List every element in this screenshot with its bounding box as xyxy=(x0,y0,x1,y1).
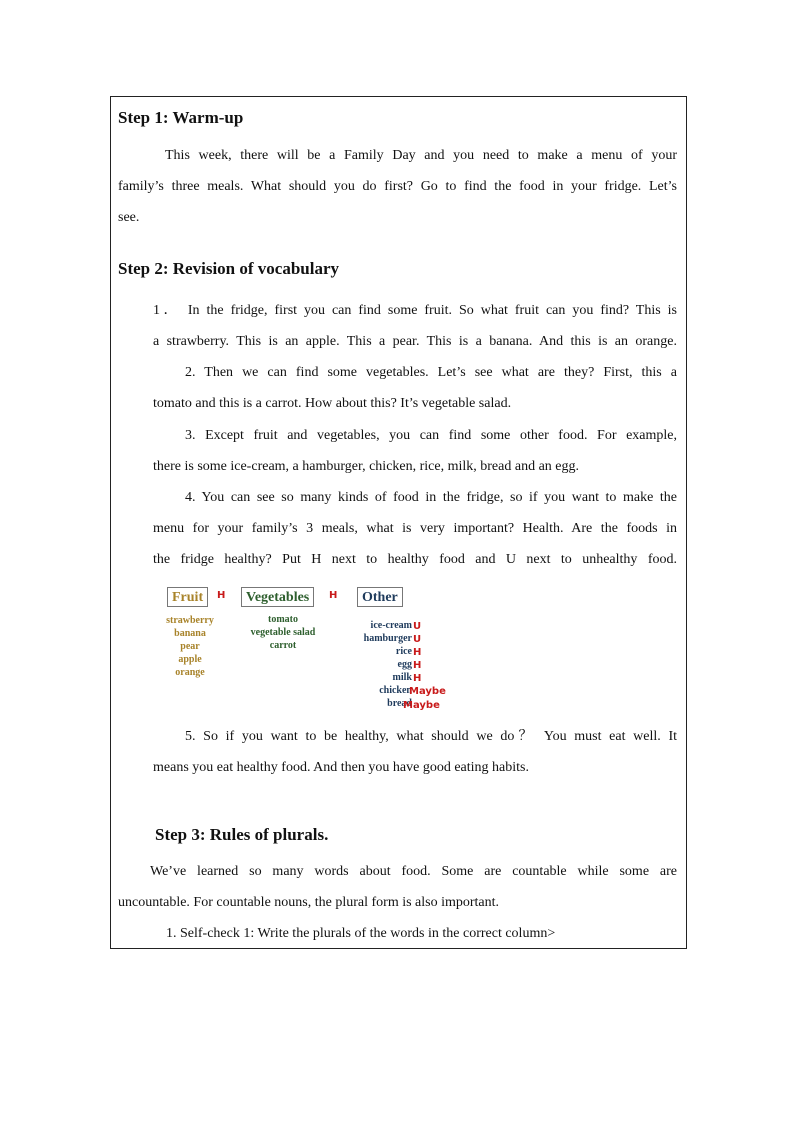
fruit-item: apple xyxy=(178,654,202,665)
step3-line-3: 1. Self-check 1: Write the plurals of the words in the correct column> xyxy=(166,926,556,941)
other-mark: U xyxy=(413,634,422,645)
step2-p5-line-1: 5. So if you want to be healthy, what should we do？ You must eat well. It xyxy=(185,729,677,744)
step2-paragraph-4 xyxy=(153,482,677,575)
fruit-item: strawberry xyxy=(166,615,214,626)
other-mark: Maybe xyxy=(409,686,446,697)
step1-line-3: see. xyxy=(118,210,140,225)
step2-p2-line-1: 2. Then we can find some vegetables. Let’s see what are they? First, this a xyxy=(185,365,677,380)
step1-heading: Step 1: Warm-up xyxy=(118,108,244,127)
fruit-item: pear xyxy=(180,641,200,652)
fruit-list xyxy=(160,614,220,679)
step1-line-2: family’s three meals. What should you do first? Go to find the food in your fridge. Let’s xyxy=(118,179,677,194)
other-marks xyxy=(413,620,421,685)
step1-paragraph xyxy=(118,140,677,233)
step2-p5-line-2: means you eat healthy food. And then you have good eating habits. xyxy=(153,760,529,775)
other-maybe-marks xyxy=(403,685,446,713)
step2-paragraph-1 xyxy=(153,295,677,357)
other-mark: U xyxy=(413,621,422,632)
step3-paragraph xyxy=(118,856,677,949)
vegetables-list xyxy=(238,613,328,652)
step2-paragraph-5 xyxy=(153,721,677,783)
step2-paragraph-2 xyxy=(153,357,677,419)
fruit-item: orange xyxy=(175,667,205,678)
step1-line-1: This week, there will be a Family Day and you need to make a menu of your xyxy=(165,148,677,163)
step2-p1-line-1: 1． In the fridge, first you can find some fruit. So what fruit can you find? This is xyxy=(153,303,677,318)
vegetable-item: vegetable salad xyxy=(250,627,316,638)
other-item: bread xyxy=(387,698,412,709)
other-category-label: Other xyxy=(357,587,403,607)
vegetables-category-label: Vegetables xyxy=(241,587,314,607)
step3-line-2: uncountable. For countable nouns, the plural form is also important. xyxy=(118,895,500,910)
other-item: egg xyxy=(397,659,412,670)
step2-p4-line-3: the fridge healthy? Put H next to healthy food and U next to unhealthy food. xyxy=(153,552,677,567)
other-mark: H xyxy=(413,673,422,684)
fruit-category-label: Fruit xyxy=(167,587,208,607)
vegetable-item: carrot xyxy=(269,640,297,651)
other-mark: H xyxy=(413,660,422,671)
other-item: rice xyxy=(395,646,412,657)
other-item: chicken xyxy=(379,685,412,696)
other-mark: H xyxy=(413,647,422,658)
step2-p1-line-2: a strawberry. This is an apple. This a pear. This is a banana. And this is an orange. xyxy=(153,334,677,349)
other-item: hamburger xyxy=(363,633,412,644)
step3-line-1: We’ve learned so many words about food. Some are countable while some are xyxy=(150,864,677,879)
vegetable-item: tomato xyxy=(268,614,298,625)
other-item: milk xyxy=(392,672,412,683)
step2-heading: Step 2: Revision of vocabulary xyxy=(118,259,339,278)
fruit-healthy-mark: H xyxy=(217,590,226,601)
fruit-item: banana xyxy=(174,628,206,639)
step2-p3-line-2: there is some ice-cream, a hamburger, chicken, rice, milk, bread and an egg. xyxy=(153,459,579,474)
vegetables-healthy-mark: H xyxy=(329,590,338,601)
step2-p4-line-2: menu for your family’s 3 meals, what is very important? Health. Are the foods in xyxy=(153,521,677,536)
other-item: ice-cream xyxy=(370,620,412,631)
other-mark: Maybe xyxy=(403,700,440,711)
other-list xyxy=(356,619,412,710)
step2-p3-line-1: 3. Except fruit and vegetables, you can find some other food. For example, xyxy=(185,428,677,443)
step3-heading: Step 3: Rules of plurals. xyxy=(155,825,329,844)
step2-p4-line-1: 4. You can see so many kinds of food in the fridge, so if you want to make the xyxy=(185,490,677,505)
step2-p2-line-2: tomato and this is a carrot. How about this? It’s vegetable salad. xyxy=(153,396,512,411)
step2-paragraph-3 xyxy=(153,420,677,482)
